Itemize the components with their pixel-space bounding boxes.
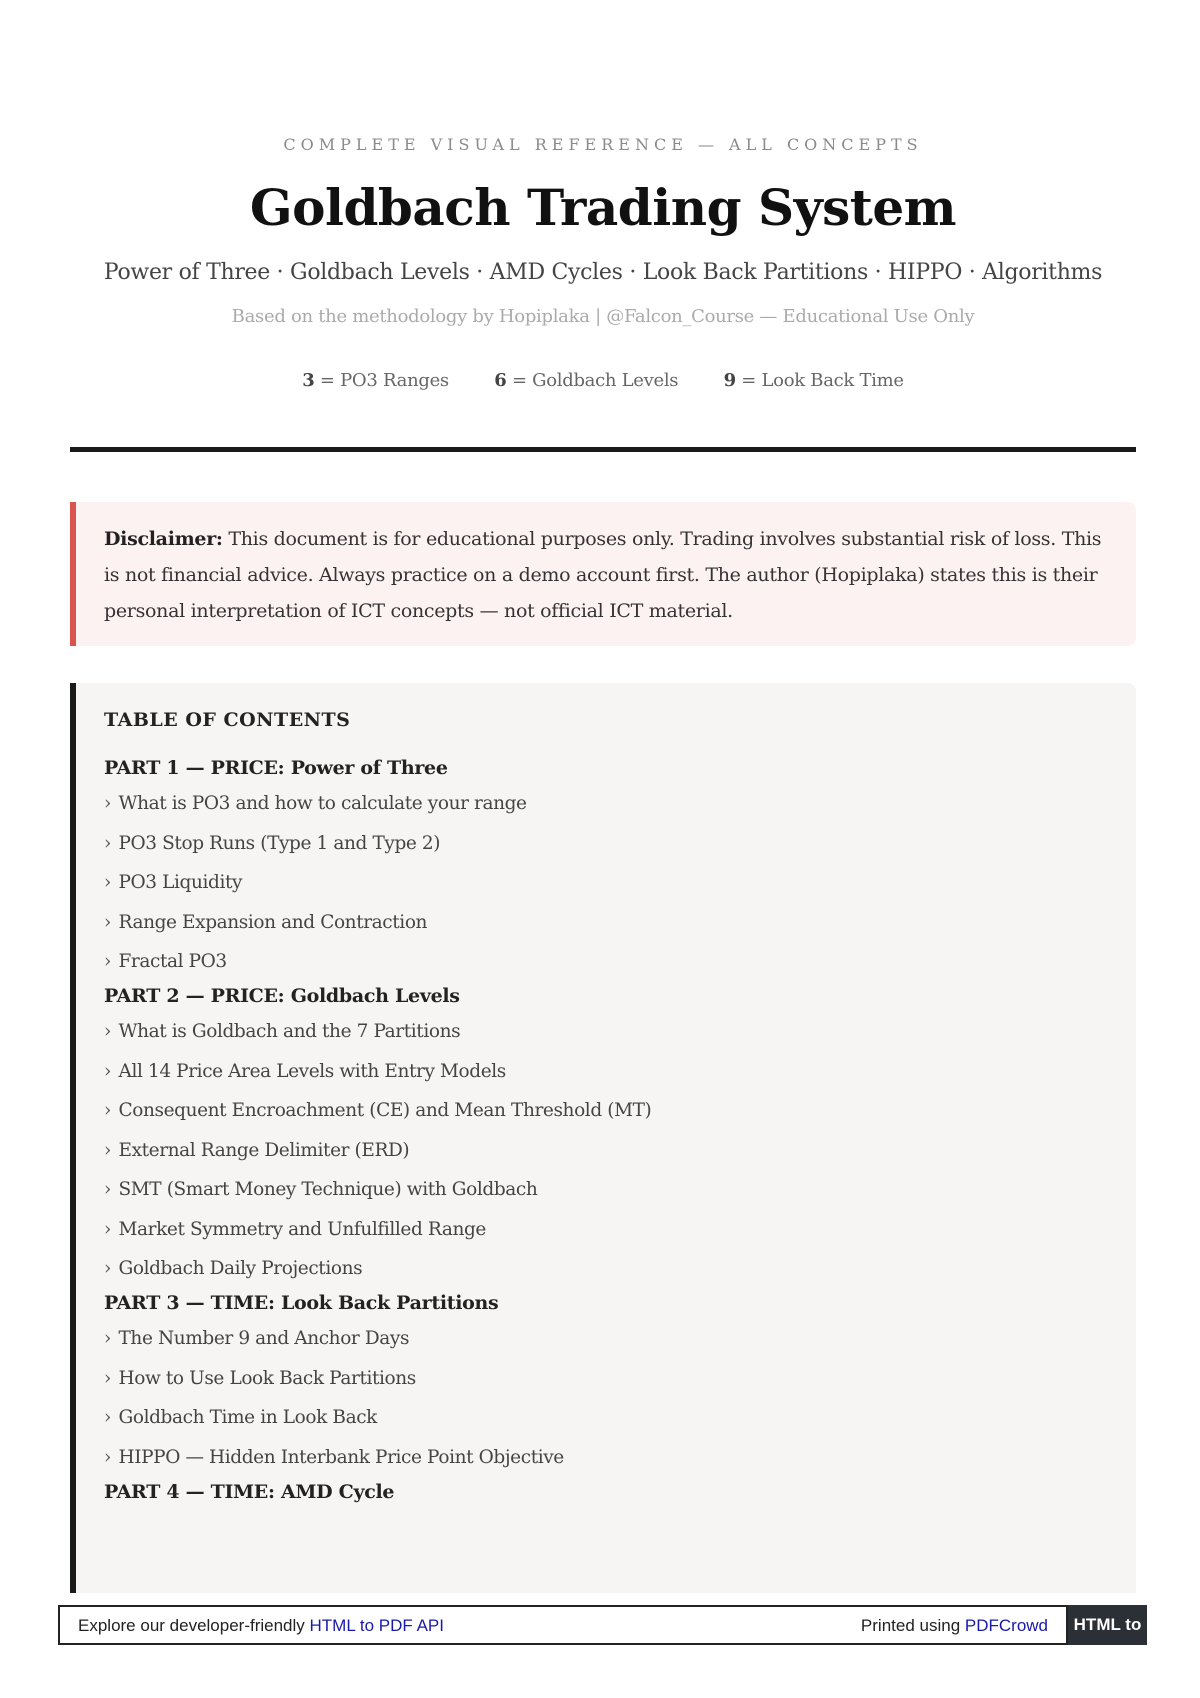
- toc-item-label: How to Use Look Back Partitions: [118, 1367, 416, 1389]
- key-number: 9: [723, 370, 736, 391]
- toc-item[interactable]: [104, 870, 1136, 910]
- toc-part-heading[interactable]: PART 4 — TIME: AMD Cycle: [104, 1480, 395, 1503]
- toc-part-heading[interactable]: PART 3 — TIME: Look Back Partitions: [104, 1292, 499, 1314]
- toc-item[interactable]: [104, 910, 1136, 950]
- chevron-right-icon: ›: [104, 951, 111, 972]
- disclaimer-box: [70, 502, 1136, 646]
- footer-printed-by: [861, 1616, 1048, 1636]
- toc-item-label: SMT (Smart Money Technique) with Goldbach: [118, 1179, 538, 1200]
- footer-promo: [78, 1616, 444, 1636]
- chevron-right-icon: ›: [104, 1367, 111, 1389]
- toc-item[interactable]: [104, 791, 1136, 831]
- toc-item[interactable]: [104, 1445, 1136, 1479]
- toc-item-label: HIPPO — Hidden Interbank Price Point Objective: [118, 1446, 564, 1468]
- toc-item[interactable]: [104, 1177, 1136, 1217]
- toc-item-label: Market Symmetry and Unfulfilled Range: [118, 1218, 486, 1240]
- page-title: Goldbach Trading System: [249, 178, 957, 237]
- table-of-contents: [70, 683, 1136, 1593]
- toc-item-label: What is Goldbach and the 7 Partitions: [118, 1021, 461, 1042]
- toc-item-label: PO3 Stop Runs (Type 1 and Type 2): [118, 832, 441, 854]
- toc-item[interactable]: [104, 1217, 1136, 1257]
- key-label: = Look Back Time: [735, 370, 904, 391]
- toc-item-label: Goldbach Daily Projections: [118, 1258, 363, 1279]
- key-item: [724, 370, 904, 391]
- credit-line: Based on the methodology by Hopiplaka | @Falcon_Course — Educational Use Only: [231, 306, 975, 327]
- chevron-right-icon: ›: [104, 1446, 111, 1468]
- chevron-right-icon: ›: [104, 1179, 111, 1200]
- toc-item-label: What is PO3 and how to calculate your range: [118, 793, 527, 814]
- toc-item[interactable]: [104, 1366, 1136, 1406]
- chevron-right-icon: ›: [104, 911, 111, 933]
- chevron-right-icon: ›: [104, 832, 111, 854]
- page-subtitle: Power of Three · Goldbach Levels · AMD Cycles · Look Back Partitions · HIPPO · Algorithms: [103, 260, 1103, 285]
- toc-item-label: Fractal PO3: [118, 951, 227, 972]
- key-item: [302, 370, 449, 391]
- toc-parts: [104, 755, 1136, 1505]
- chevron-right-icon: ›: [104, 1328, 111, 1349]
- footer-printed-text: Printed using: [860, 1616, 965, 1635]
- chevron-right-icon: ›: [104, 1407, 111, 1428]
- pdfcrowd-link[interactable]: PDFCrowd: [964, 1616, 1048, 1635]
- toc-item[interactable]: [104, 949, 1136, 983]
- chevron-right-icon: ›: [104, 793, 111, 814]
- toc-item-label: Goldbach Time in Look Back: [118, 1407, 377, 1428]
- chevron-right-icon: ›: [104, 1258, 111, 1279]
- key-number: 3: [302, 370, 315, 391]
- toc-part-heading[interactable]: PART 1 — PRICE: Power of Three: [104, 757, 448, 779]
- html-to-pdf-button[interactable]: HTML to PDF: [1068, 1605, 1147, 1645]
- toc-title: TABLE OF CONTENTS: [104, 709, 351, 731]
- toc-item[interactable]: [104, 1138, 1136, 1178]
- chevron-right-icon: ›: [104, 872, 111, 893]
- toc-part-heading[interactable]: PART 2 — PRICE: Goldbach Levels: [104, 985, 460, 1007]
- pdfcrowd-footer: [58, 1605, 1147, 1674]
- key-item: [494, 370, 678, 391]
- number-key-row: [70, 370, 1136, 391]
- toc-item[interactable]: [104, 1059, 1136, 1099]
- disclaimer-text: This document is for educational purposes only. Trading involves substantial risk of loss. This is not financial advice. Always practice on a demo account first. The author (Hopiplaka) states this is their personal interpretation of ICT concepts — not official ICT material.: [104, 528, 1102, 622]
- chevron-right-icon: ›: [104, 1139, 111, 1161]
- key-number: 6: [494, 370, 507, 391]
- toc-item[interactable]: [104, 831, 1136, 871]
- toc-item[interactable]: [104, 1405, 1136, 1445]
- footer-banner: [58, 1605, 1068, 1645]
- chevron-right-icon: ›: [104, 1218, 111, 1240]
- chevron-right-icon: ›: [104, 1060, 111, 1082]
- toc-item[interactable]: [104, 1326, 1136, 1366]
- chevron-right-icon: ›: [104, 1021, 111, 1042]
- html-to-pdf-api-link[interactable]: HTML to PDF API: [309, 1616, 444, 1635]
- toc-item[interactable]: [104, 1019, 1136, 1059]
- chevron-right-icon: ›: [104, 1100, 111, 1121]
- toc-item-label: Consequent Encroachment (CE) and Mean Threshold (MT): [118, 1100, 652, 1121]
- toc-item[interactable]: [104, 1098, 1136, 1138]
- key-label: = PO3 Ranges: [314, 370, 449, 391]
- header-divider: [70, 447, 1136, 452]
- toc-item-label: Range Expansion and Contraction: [118, 911, 428, 933]
- toc-item-label: PO3 Liquidity: [118, 872, 243, 893]
- toc-item[interactable]: [104, 1256, 1136, 1290]
- toc-item-label: External Range Delimiter (ERD): [118, 1139, 410, 1161]
- key-label: = Goldbach Levels: [506, 370, 679, 391]
- footer-promo-text: Explore our developer-friendly: [78, 1616, 310, 1635]
- eyebrow-text: COMPLETE VISUAL REFERENCE — ALL CONCEPTS: [283, 135, 923, 154]
- toc-item-label: The Number 9 and Anchor Days: [118, 1328, 410, 1349]
- disclaimer-label: Disclaimer:: [104, 528, 223, 550]
- toc-item-label: All 14 Price Area Levels with Entry Models: [118, 1060, 506, 1082]
